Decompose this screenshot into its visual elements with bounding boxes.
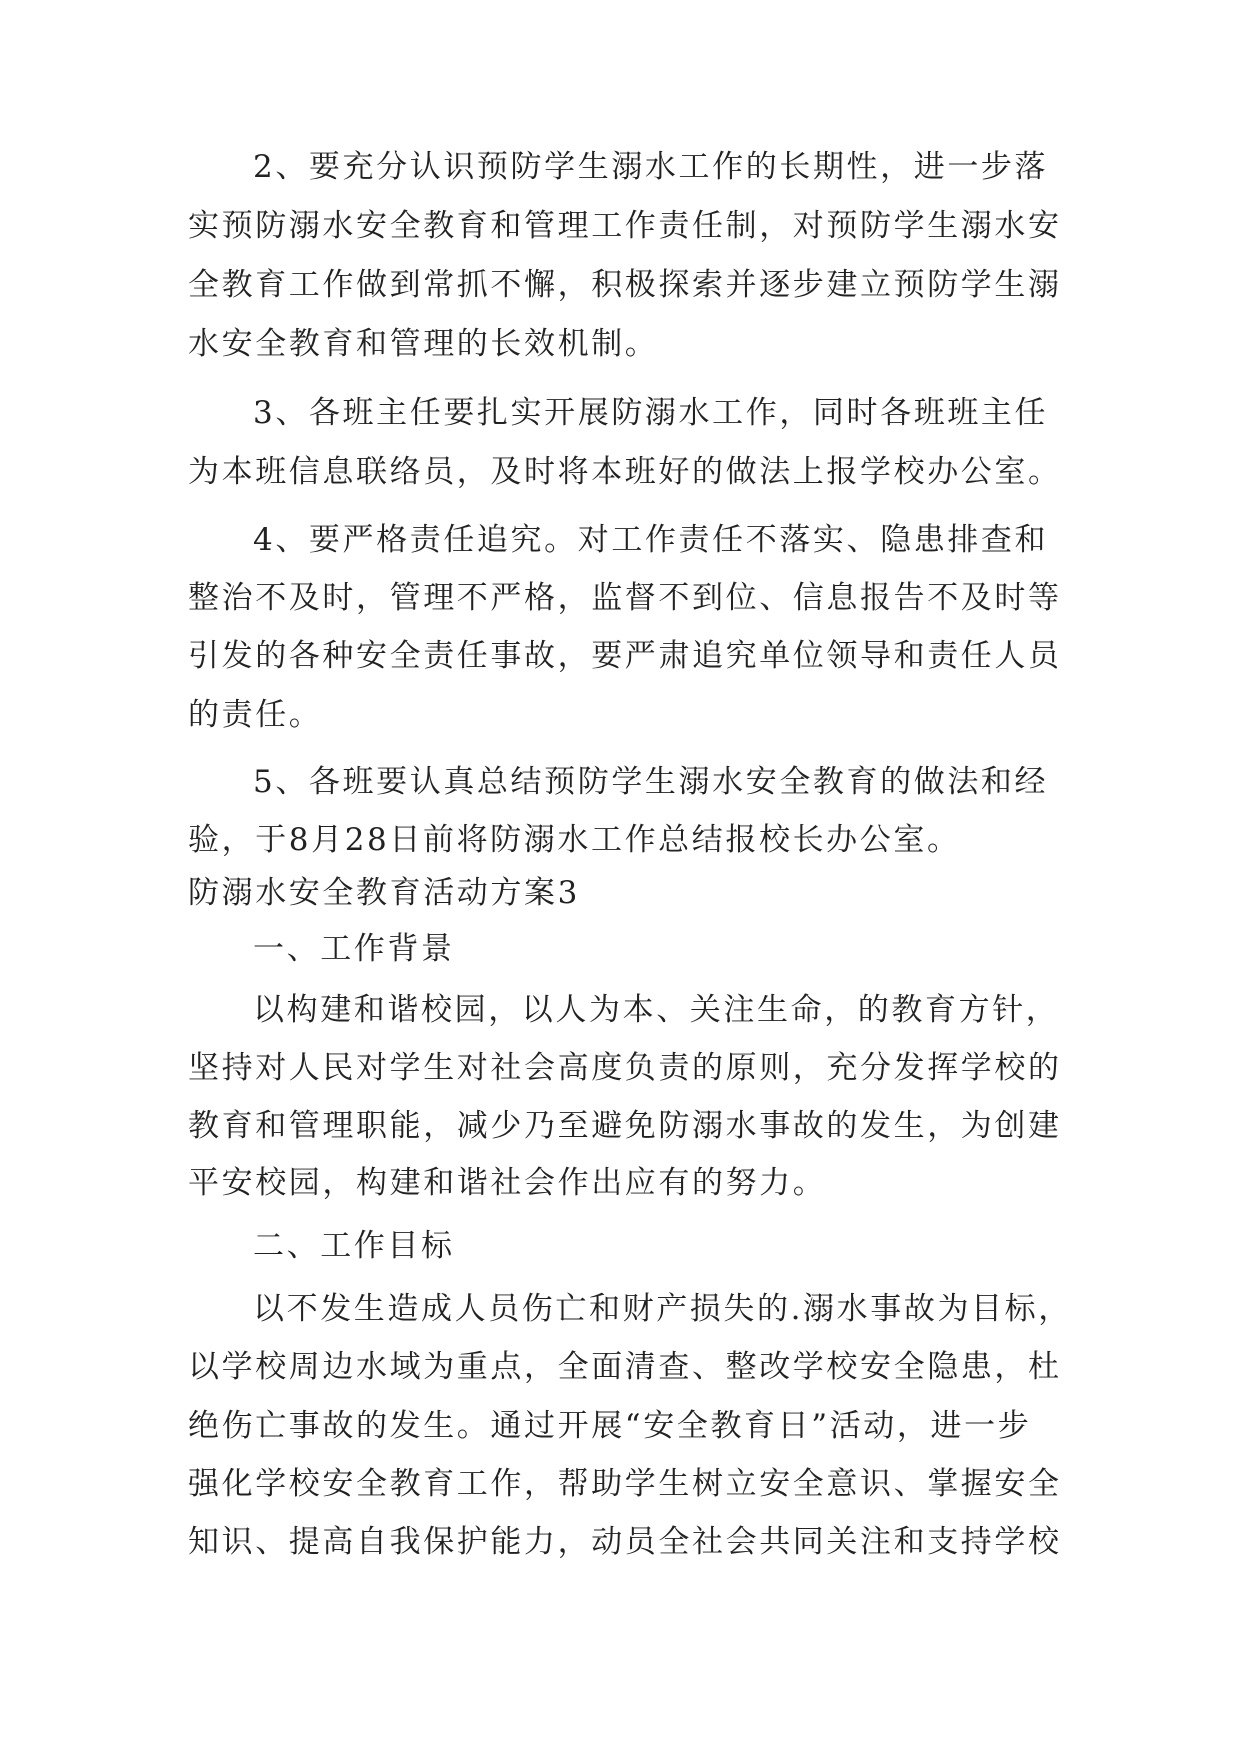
- text-line: 坚持对人民对学生对社会高度负责的原则，充分发挥学校的: [188, 1050, 1062, 1086]
- text-line: 全教育工作做到常抓不懈，积极探索并逐步建立预防学生溺: [188, 267, 1062, 303]
- text-line: 的责任。: [188, 697, 323, 733]
- text-line: 教育和管理职能，减少乃至避免防溺水事故的发生，为创建: [188, 1108, 1062, 1144]
- section-heading: 防溺水安全教育活动方案3: [188, 875, 580, 911]
- text-line: 以学校周边水域为重点，全面清查、整改学校安全隐患，杜: [188, 1349, 1062, 1385]
- text-line: 5、各班要认真总结预防学生溺水安全教育的做法和经: [253, 764, 1049, 800]
- text-line: 以不发生造成人员伤亡和财产损失的.溺水事故为目标，: [253, 1291, 1072, 1327]
- text-line: 实预防溺水安全教育和管理工作责任制，对预防学生溺水安: [188, 208, 1062, 244]
- text-line: 引发的各种安全责任事故，要严肃追究单位领导和责任人员: [188, 638, 1062, 674]
- text-line: 知识、提高自我保护能力，动员全社会共同关注和支持学校: [188, 1524, 1062, 1560]
- text-line: 4、要严格责任追究。对工作责任不落实、隐患排查和: [253, 522, 1049, 558]
- text-line: 绝伤亡事故的发生。通过开展“安全教育日”活动，进一步: [188, 1408, 1032, 1444]
- text-line: 平安校园，构建和谐社会作出应有的努力。: [188, 1165, 827, 1201]
- subsection-heading: 一、工作背景: [253, 931, 455, 967]
- subsection-heading: 二、工作目标: [253, 1228, 455, 1264]
- text-line: 为本班信息联络员，及时将本班好的做法上报学校办公室。: [188, 454, 1062, 490]
- text-line: 2、要充分认识预防学生溺水工作的长期性，进一步落: [253, 149, 1049, 185]
- text-line: 以构建和谐校园，以人为本、关注生命，的教育方针，: [253, 992, 1060, 1028]
- text-line: 验，于8月28日前将防溺水工作总结报校长办公室。: [188, 822, 961, 858]
- text-line: 3、各班主任要扎实开展防溺水工作，同时各班班主任: [253, 395, 1049, 431]
- text-line: 整治不及时，管理不严格，监督不到位、信息报告不及时等: [188, 580, 1062, 616]
- text-line: 强化学校安全教育工作，帮助学生树立安全意识、掌握安全: [188, 1466, 1062, 1502]
- text-line: 水安全教育和管理的长效机制。: [188, 326, 659, 362]
